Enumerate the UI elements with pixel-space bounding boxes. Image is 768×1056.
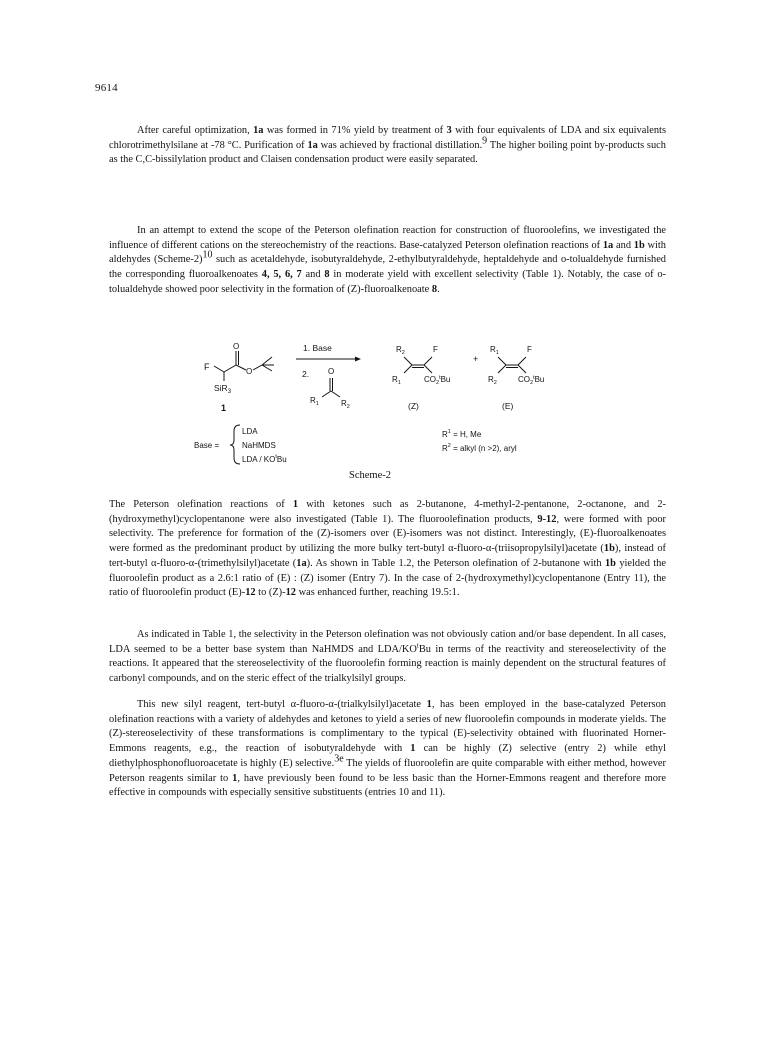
reference-superscript: 10 — [202, 249, 213, 261]
paragraph-ketones: The Peterson olefination reactions of 1 with ketones such as 2-butanone, 4-methyl-2-pentanone, 2-octanone, and 2-(hydroxymethyl)cyclopentanone were also investigated (Table 1). The fluoroolefination products, 9-12, were formed with poor selectivity. The preference for formation of the (Z)-isomers over (E)-isomers was not distinct. Interestingly, (E)-fluoroalkenoates were formed as the predominant product by utilizing the more bulky tert-butyl α-fluoro-α-(triisopropylsilyl)acetate (1b), instead of tert-butyl α-fluoro-α-(trimethylsilyl)acetate (1a). As shown in Table 1.2, the Peterson olefination of 2-butanone with 1b yielded the fluoroolefin product as a 2.6:1 ratio of (E) : (Z) isomer (Entry 7). In the case of 2-(hydroxymethyl)cyclopentanone (Entry 11), the ratio of fluoroolefin product (E)-12 to (Z)-12 was enhanced further, reaching 19.5:1. — [109, 499, 667, 599]
r1-definition: $R^1 = H$, Me — [442, 429, 482, 439]
sm-silyl: SiR$_3$ — [214, 383, 232, 395]
sm-ester-oxygen: O — [246, 367, 253, 376]
e-product-r2: $R_2$ — [488, 375, 497, 386]
e-isomer-label: (E) — [502, 401, 514, 411]
z-product-r1: $R_1$ — [392, 375, 401, 386]
base-option-nahmds: NaHMDS — [242, 441, 276, 450]
z-product-r2: $R_2$ — [396, 345, 405, 356]
step-2-label: 2. — [302, 369, 310, 379]
paragraph-base-dependence: As indicated in Table 1, the selectivity in the Peterson olefination was not obviously cation and/or base dependent. In all cases, LDA seemed to be a better base system than NaHMDS and LDA/$KO^tBu$ in terms of the reactivity and stereoselectivity of the reactions. It appeared that the stereoselectivity of the fluoroolefin forming reaction is mainly dependent on the structural features of carbonyl compounds, and on the steric effect of the trialkylsilyl groups. — [109, 629, 667, 685]
r2-definition: $R^2$ = alkyl (n >2), aryl — [442, 443, 517, 453]
sm-fluorine: F — [204, 362, 210, 372]
reaction-arrowhead — [355, 357, 361, 362]
reagent-r1: $R_1$ — [310, 396, 319, 407]
reagent-r2: $R_2$ — [341, 399, 350, 410]
z-isomer-label: (Z) — [408, 401, 419, 411]
e-product-r1: $R_1$ — [490, 345, 499, 356]
sm-compound-label: 1 — [221, 403, 227, 413]
e-product-ester: $CO_2^tBu$ — [518, 375, 545, 386]
e-product-fluorine: F — [527, 345, 532, 354]
reagent-oxygen: O — [328, 367, 335, 376]
starting-material-bonds — [214, 351, 274, 381]
scheme-caption: Scheme-2 — [349, 470, 391, 481]
carbonyl-reagent-bonds — [322, 378, 340, 397]
sm-carbonyl-oxygen: O — [233, 342, 240, 351]
z-product-ester: $CO_2^tBu$ — [424, 375, 451, 386]
e-product-bonds — [498, 357, 526, 373]
paragraph-optimization: After careful optimization, 1a was formed in 71% yield by treatment of 3 with four equivalents of LDA and six equivalents chlorotrimethylsilane at -78 °C. Purification of 1a was achieved by fractional distillation.$^9$ The higher boiling point by-products such as the C,C-bissilylation product and Claisen condensation product were easily separated. — [109, 125, 666, 166]
base-brace — [230, 425, 240, 464]
reference-superscript: 3e — [334, 753, 344, 765]
base-option-lda-kotbu: LDA / $KO^tBu$ — [242, 454, 287, 464]
base-label: Base = — [194, 441, 220, 450]
z-product-bonds — [404, 357, 432, 373]
base-option-lda: LDA — [242, 427, 258, 436]
reference-superscript: 9 — [482, 135, 488, 147]
plus-sign: + — [473, 354, 479, 364]
reaction-scheme — [190, 335, 570, 485]
step-1-base: 1. Base — [303, 343, 332, 353]
z-product-fluorine: F — [433, 345, 438, 354]
paragraph-conclusion: This new silyl reagent, tert-butyl α-fluoro-α-(trialkylsilyl)acetate 1, has been employed in the base-catalyzed Peterson olefination reactions with a variety of aldehydes and ketones to yield a series of new fluoroolefin compounds in moderate yields. The (Z)-stereoselectivity of these transformations is complimentary to the typical (E)-selectivity obtained with fluorinated Horner-Emmons reagents, e.g., the reaction of isobutyraldehyde with 1 can be highly (Z) selective (entry 2) while ethyl diethylphosphonofluoroacetate is highly (E) selective.$^{3e}$ The yields of fluoroolefin are quite comparable with either method, however Peterson reagents similar to 1, have previously been found to be less basic than the Horner-Emmons reagent and therefore more effective in compounds with especially sensitive substituents (entries 10 and 11). — [109, 699, 667, 799]
paragraph-aldehydes: In an attempt to extend the scope of the Peterson olefination reaction for construction of fluoroolefins, we investigated the influence of different cations on the stereochemistry of the reactions. Base-catalyzed Peterson olefination reactions of 1a and 1b with aldehydes (Scheme-2)$^{10}$ such as acetaldehyde, isobutyraldehyde, 2-ethylbutyraldehyde, heptaldehyde and o-tolualdehyde furnished the corresponding fluoroalkenoates 4, 5, 6, 7 and 8 in moderate yield with excellent selectivity (Table 1). Notably, the case of o-tolualdehyde showed poor selectivity in the formation of (Z)-fluoroalkenoate 8. — [109, 225, 666, 295]
page-number: 9614 — [95, 82, 118, 94]
